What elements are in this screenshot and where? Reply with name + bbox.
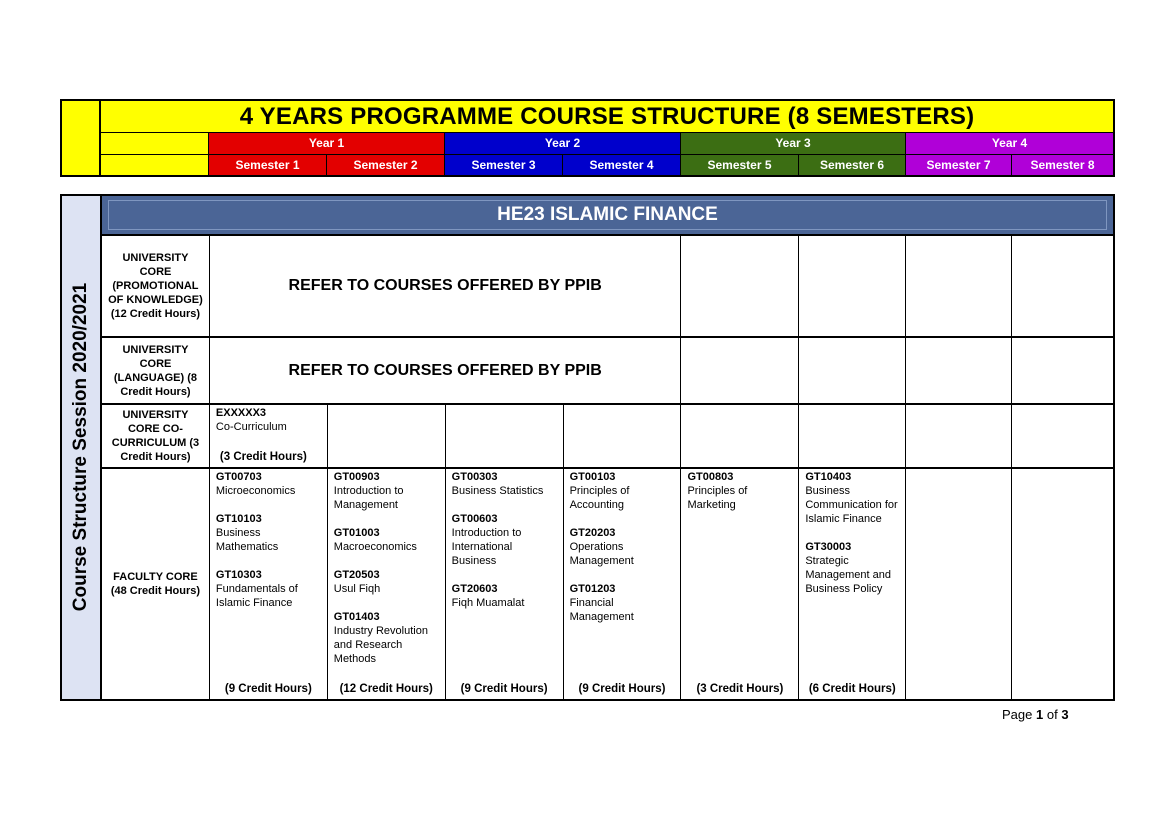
course-name: Industry Revolution and Research Methods — [333, 625, 428, 665]
page-of: of — [1046, 707, 1058, 722]
semester-5-cell — [681, 469, 799, 699]
course-code: GT01403 — [333, 611, 380, 623]
page-number — [1002, 707, 1069, 722]
course-name: Fiqh Muamalat — [451, 597, 525, 609]
semester-3-cell — [446, 469, 564, 699]
course-code: GT00303 — [451, 471, 498, 483]
course-name: Microeconomics — [215, 485, 296, 497]
category-label: FACULTY CORE (48 Credit Hours) — [102, 469, 210, 699]
header-corner — [62, 101, 101, 175]
course-name: Co-Curriculum — [215, 421, 287, 433]
course-spacer — [452, 498, 557, 512]
course-structure-table — [60, 194, 1115, 701]
category-label: UNIVERSITY CORE (LANGUAGE) (8 Credit Hours) — [102, 338, 210, 403]
semester-8-header: Semester 8 — [1012, 155, 1113, 175]
course-code: GT00103 — [569, 471, 616, 483]
course-name: Fundamentals of Islamic Finance — [215, 583, 298, 609]
course-name: Principles of Accounting — [569, 485, 630, 511]
course-code: GT30003 — [805, 541, 852, 553]
category-label: UNIVERSITY CORE (PROMOTIONAL OF KNOWLEDGE) (12 Credit Hours) — [102, 236, 210, 336]
year-2-header: Year 2 — [445, 133, 681, 153]
course-name: Financial Management — [569, 597, 634, 623]
semester-7-cell — [906, 469, 1012, 699]
ppib-note: REFER TO COURSES OFFERED BY PPIB — [210, 338, 682, 403]
page-current: 1 — [1036, 707, 1044, 722]
year-4-header: Year 4 — [906, 133, 1113, 153]
semester-7-header: Semester 7 — [906, 155, 1012, 175]
semester-row-blank — [101, 155, 209, 175]
course-name: Introduction to Management — [333, 485, 404, 511]
course-name: Introduction to International Business — [451, 527, 522, 567]
course-code: EXXXXX3 — [215, 407, 267, 419]
course-spacer — [805, 526, 899, 540]
year-1-header: Year 1 — [209, 133, 445, 153]
semester-3-cell — [446, 405, 564, 467]
course-code: GT10103 — [215, 513, 262, 525]
semester-6-cell — [799, 338, 906, 403]
credit-hours: (9 Credit Hours) — [224, 683, 312, 695]
credit-hours: (9 Credit Hours) — [460, 683, 548, 695]
course-name: Strategic Management and Business Policy — [805, 555, 891, 595]
credit-hours: (3 Credit Hours) — [219, 451, 307, 463]
course-name: Business Statistics — [451, 485, 544, 497]
row-university-core-language — [102, 338, 1113, 405]
course-code: GT00603 — [451, 513, 498, 525]
category-label: UNIVERSITY CORE CO-CURRICULUM (3 Credit Hours) — [102, 405, 210, 467]
year-row-blank — [101, 133, 209, 153]
course-name: Macroeconomics — [333, 541, 417, 553]
semester-5-cell — [681, 338, 799, 403]
semester-5-cell — [681, 405, 799, 467]
course-name: Business Communication for Islamic Finance — [805, 485, 898, 525]
semester-8-cell — [1012, 405, 1113, 467]
course-code: GT00903 — [333, 471, 380, 483]
course-spacer — [452, 568, 557, 582]
course-spacer — [570, 568, 675, 582]
semester-2-cell — [328, 469, 446, 699]
course-spacer — [570, 512, 675, 526]
course-name: Principles of Marketing — [687, 485, 748, 511]
page-prefix: Page — [1002, 707, 1033, 722]
course-code: GT00703 — [215, 471, 262, 483]
semester-1-cell — [210, 469, 328, 699]
semester-8-cell — [1012, 236, 1113, 336]
semester-6-cell — [799, 469, 906, 699]
session-sidebar — [62, 196, 102, 699]
semester-4-cell — [564, 405, 682, 467]
course-spacer — [216, 554, 321, 568]
semester-row — [101, 155, 1113, 175]
course-name: Operations Management — [569, 541, 634, 567]
credit-hours: (6 Credit Hours) — [808, 683, 896, 695]
semester-2-cell — [328, 405, 446, 467]
course-spacer — [334, 554, 439, 568]
course-code: GT10303 — [215, 569, 262, 581]
course-code: GT10403 — [805, 471, 852, 483]
course-name: Usul Fiqh — [333, 583, 381, 595]
programme-title: HE23 ISLAMIC FINANCE — [108, 200, 1107, 230]
header-table — [60, 99, 1115, 177]
course-spacer — [334, 596, 439, 610]
semester-8-cell — [1012, 469, 1113, 699]
year-row — [101, 133, 1113, 154]
session-label: Course Structure Session 2020/2021 — [70, 282, 91, 612]
semester-3-header: Semester 3 — [445, 155, 563, 175]
course-code: GT20503 — [333, 569, 380, 581]
semester-4-cell — [564, 469, 682, 699]
course-spacer — [334, 512, 439, 526]
semester-7-cell — [906, 338, 1012, 403]
semester-8-cell — [1012, 338, 1113, 403]
credit-hours: (12 Credit Hours) — [339, 683, 433, 695]
course-spacer — [216, 498, 321, 512]
course-code: GT20203 — [569, 527, 616, 539]
row-university-core-promotional — [102, 236, 1113, 338]
ppib-note: REFER TO COURSES OFFERED BY PPIB — [210, 236, 682, 336]
semester-1-cell — [210, 405, 328, 467]
course-code: GT20603 — [451, 583, 498, 595]
semester-1-header: Semester 1 — [209, 155, 327, 175]
programme-title-bar — [102, 196, 1113, 236]
semester-6-cell — [799, 236, 906, 336]
credit-hours: (3 Credit Hours) — [696, 683, 784, 695]
course-code: GT00803 — [687, 471, 734, 483]
page-total: 3 — [1061, 707, 1069, 722]
credit-hours: (9 Credit Hours) — [578, 683, 666, 695]
semester-6-header: Semester 6 — [799, 155, 906, 175]
semester-2-header: Semester 2 — [327, 155, 445, 175]
row-university-core-cocurriculum — [102, 405, 1113, 469]
semester-6-cell — [799, 405, 906, 467]
course-code: GT01203 — [569, 583, 616, 595]
semester-7-cell — [906, 236, 1012, 336]
semester-5-cell — [681, 236, 799, 336]
semester-7-cell — [906, 405, 1012, 467]
header-main — [101, 101, 1113, 175]
year-3-header: Year 3 — [681, 133, 906, 153]
course-code: GT01003 — [333, 527, 380, 539]
row-faculty-core — [102, 469, 1113, 699]
course-name: Business Mathematics — [215, 527, 279, 553]
semester-4-header: Semester 4 — [563, 155, 681, 175]
semester-5-header: Semester 5 — [681, 155, 799, 175]
page-title: 4 YEARS PROGRAMME COURSE STRUCTURE (8 SEMESTERS) — [101, 101, 1113, 133]
